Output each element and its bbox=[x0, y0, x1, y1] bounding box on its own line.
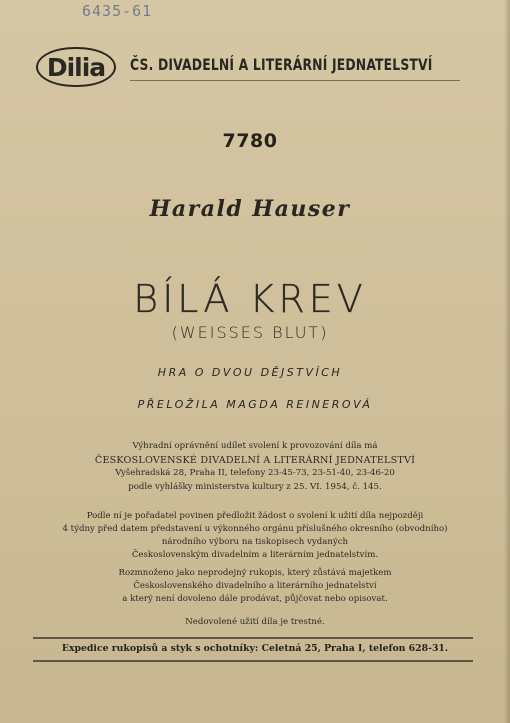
footer-rule-top bbox=[33, 637, 473, 639]
author-name: Harald Hauser bbox=[149, 196, 351, 222]
rights-statement bbox=[0, 440, 510, 494]
footer-contact: Expedice rukopisů a styk s ochotníky: Celetná 25, Praha I, telefon 628-31. bbox=[61, 643, 449, 654]
notice-line-3: národního výboru na tiskopisech vydaných bbox=[161, 537, 349, 547]
permission-notice bbox=[0, 510, 510, 562]
repro-line-1: Rozmnoženo jako neprodejný rukopis, který zůstává majetkem bbox=[118, 568, 392, 578]
translator-credit: PŘELOŽILA MAGDA REINEROVÁ bbox=[137, 398, 373, 411]
rights-line-2: ČESKOSLOVENSKÉ DIVADELNÍ A LITERÁRNÍ JEDNATELSTVÍ bbox=[94, 454, 416, 466]
notice-line-1: Podle ní je pořadatel povinen předložit žádost o svolení k užití díla nejpozději bbox=[86, 511, 424, 521]
play-genre: HRA O DVOU DĚJSTVÍCH bbox=[157, 366, 343, 379]
rights-line-4: podle vyhlášky ministerstva kultury z 25. VI. 1954, č. 145. bbox=[128, 481, 382, 492]
page-edge-shadow bbox=[504, 0, 510, 723]
logo-text: Dilia bbox=[46, 52, 106, 82]
prohibition-notice: Nedovolené užití díla je trestné. bbox=[185, 617, 325, 627]
reproduction-notice bbox=[0, 567, 510, 606]
play-title: BÍLÁ KREV bbox=[133, 277, 367, 321]
archive-stamp-number: 6435-61 bbox=[82, 2, 153, 20]
notice-line-2: 4 týdny před datem představení u výkonného orgánu příslušného okresního (obvodního) bbox=[62, 524, 448, 534]
header-underline bbox=[130, 80, 460, 81]
dilia-logo bbox=[36, 47, 116, 87]
repro-line-2: Československého divadelního a literárního jednatelství bbox=[133, 581, 377, 591]
catalog-number: 7780 bbox=[222, 130, 278, 152]
original-title: (WEISSES BLUT) bbox=[171, 323, 329, 342]
footer-rule-bottom bbox=[33, 660, 473, 662]
organization-name: ČS. DIVADELNÍ A LITERÁRNÍ JEDNATELSTVÍ bbox=[130, 55, 433, 74]
rights-line-3: Vyšehradská 28, Praha II, telefony 23-45-73, 23-51-40, 23-46-20 bbox=[115, 468, 395, 478]
repro-line-3: a který není dovoleno dále prodávat, půjčovat nebo opisovat. bbox=[122, 594, 388, 604]
notice-line-4: Československým divadelním a literárním jednatelstvím. bbox=[131, 550, 379, 560]
rights-line-1: Výhradní oprávnění udílet svolení k provozování díla má bbox=[132, 441, 378, 451]
